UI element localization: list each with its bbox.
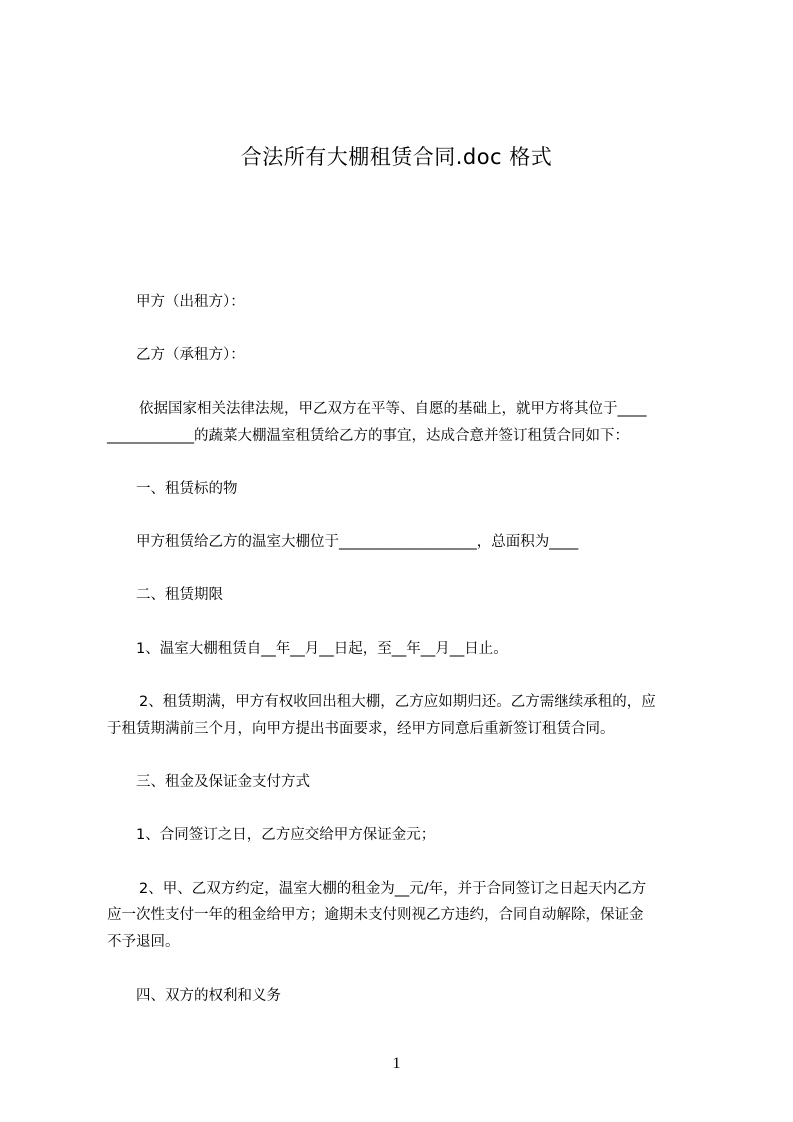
section-2-heading: 二、租赁期限 bbox=[136, 587, 223, 603]
intro-line-1: 依据国家相关法律法规，甲乙双方在平等、自愿的基础上，就甲方将其位于____ bbox=[139, 401, 647, 417]
section-2-item-2-line-2: 于租赁期满前三个月，向甲方提出书面要求，经甲方同意后重新签订租赁合同。 bbox=[107, 721, 615, 737]
section-2-item-1: 1、温室大棚租赁自__年__月__日起，至__年__月__日止。 bbox=[136, 641, 508, 657]
section-3-item-2-line-2: 应一次性支付一年的租金给甲方；逾期未支付则视乙方违约，合同自动解除，保证金 bbox=[107, 907, 644, 923]
section-1-text: 甲方租赁给乙方的温室大棚位于___________________，总面积为____ bbox=[136, 534, 579, 550]
section-3-item-2-line-3: 不予退回。 bbox=[107, 934, 180, 950]
party-b-line: 乙方（承租方）： bbox=[136, 347, 245, 363]
intro-line-2: ____________的蔬菜大棚温室租赁给乙方的事宜，达成合意并签订租赁合同如下： bbox=[107, 428, 629, 444]
section-3-heading: 三、租金及保证金支付方式 bbox=[136, 774, 310, 790]
document-title: 合法所有大棚租赁合同.doc 格式 bbox=[240, 145, 553, 169]
page-number: 1 bbox=[392, 1055, 401, 1072]
section-2-item-2-line-1: 2、租赁期满，甲方有权收回出租大棚，乙方应如期归还。乙方需继续承租的，应 bbox=[139, 694, 656, 710]
section-3-item-1: 1、合同签订之日，乙方应交给甲方保证金元； bbox=[136, 827, 436, 843]
party-a-line: 甲方（出租方）： bbox=[136, 294, 245, 310]
section-4-heading: 四、双方的权利和义务 bbox=[136, 988, 281, 1004]
section-3-item-2-line-1: 2、甲、乙双方约定，温室大棚的租金为__元/年，并于合同签订之日起天内乙方 bbox=[139, 881, 647, 897]
section-1-heading: 一、租赁标的物 bbox=[136, 481, 238, 497]
